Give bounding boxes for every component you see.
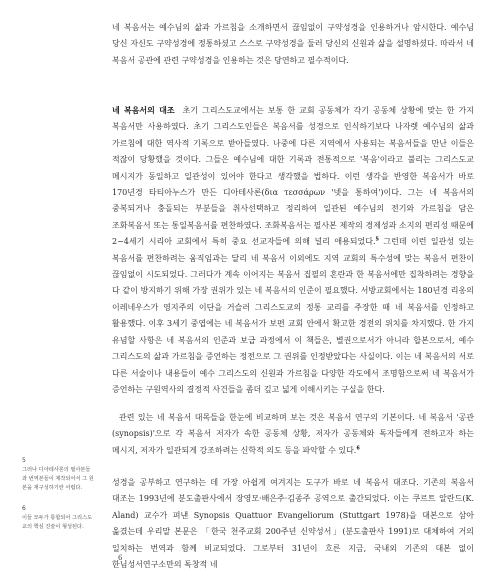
closing-paragraph-block <box>112 475 474 573</box>
section-paragraph-block <box>112 103 474 398</box>
footnote-text: 그러나 디아테사론의 필사본들과 번역본들이 제작되어서 그 원본을 재구성하기란 어렵다. <box>22 467 94 491</box>
page-number: 6 <box>118 554 123 562</box>
footnote-text: 이들 모두가 통합되어 그리스도교의 핵심 진술이 형성된다. <box>22 515 93 530</box>
synopsis-paragraph <box>112 410 474 459</box>
intro-paragraph: 네 복음서는 예수님의 삶과 가르침을 소개하면서 끊임없이 구약성경을 인용하거나 암시한다. 예수님 당신 자신도 구약성경에 정통하셨고 스스로 구약성경을 둘러 당신의 신원과 삶을 설명하셨다. 따라서 네 복음서 공관에 관련 구약성경을 인용하는 것은 당연하고 필수적이다. <box>112 23 474 65</box>
closing-paragraph: 성경을 공부하고 연구하는 데 가장 아쉽게 여겨지는 도구가 바로 네 복음서 대조다. 기존의 복음서 대조는 1993년에 분도출판사에서 장영모·배은주·김종주 공역으로 출간되었다. 이는 쿠르트 알란드(K. Aland) 교수가 펴낸 Synopsis Quattuor Evangeliorum (Stuttgart 1978)을 대본으로 삼아 옮겼는데 우리말 본문은 「한국 천주교회 200주년 신약성서」(분도출판사 1991)로 대체하여 거의 일치하는 번역과 함께 비교되었다. 그로부터 31년이 흐른 지금, 국내외 기존의 대본 없이 한님성서연구소만의 독창적 네 <box>112 478 474 570</box>
intro-paragraph-block <box>112 20 474 69</box>
footnote-number: 6 <box>22 505 26 512</box>
section-body-text: 초기 그리스도교에서는 보통 한 교회 공동체가 각기 공동체 상황에 맞는 한 가지 복음서만 사용하였다. 초기 그리스도인들은 복음서를 성경으로 인식하기보다 나자렛 예수님의 삶과 가르침에 대한 역사적 기록으로 받아들였다. 나중에 다른 지역에서 사용되는 복음서들을 만난 이들은 적잖이 당황했을 것이다. 그들은 예수님에 대한 기록과 전통적으로 '복음'이라고 불리는 그리스도교 메시지가 동일하고 일관성이 있어야 한다고 생각했을 법하다. 이런 생각을 반영한 복음서가 바로 170년경 타티아누스가 만든 디아테사론(δια τεσσάρων '넷을 통하여')이다. 그는 네 복음서의 중복되거나 충돌되는 부분들을 취사선택하고 정리하여 일관된 예수님의 전기와 가르침을 담은 조화복음서 또는 통일복음서를 편찬하였다. 조화복음서는 필사본 제작의 경제성과 소지의 편리성 때문에 2~4세기 시리아 교회에서 특히 중요 선교자들에 의해 널리 애용되었다. <box>112 106 475 247</box>
synopsis-body-text: 관련 있는 네 복음서 대목들을 한눈에 비교하며 보는 것은 복음서 연구의 기본이다. 네 복음서 '공관(synopsis)'으로 각 복음서 저자가 속한 공동체 상황, 저자가 공동체와 독자들에게 전하고자 하는 메시지, 저자가 일관되게 강조하려는 신학적 의도 등을 파악할 수 있다. <box>112 413 474 455</box>
footnote-ref-6[interactable]: 6 <box>356 445 360 452</box>
footnote-6 <box>22 504 94 532</box>
section-body-text-2: 그런데 이런 일관성 있는 복음서를 편찬하려는 움직임과는 달리 네 복음서 이외에도 지역 교회의 특수성에 맞는 복음서 편찬이 끊임없이 시도되었다. 그러다가 계속 이어지는 복음서 집필의 혼란과 한 복음서에만 집착하려는 경향을 다 같이 방지하기 위해 가장 권위가 있는 네 복음서의 인준이 필요했다. 서방교회에서는 180년경 리옹의 이레네우스가 영지주의 이단을 거슬러 그리스도교의 정통 교리를 주장한 때 네 복음서를 인정하고 활용했다. 이후 3세기 중엽에는 네 복음서가 보편 교회 안에서 확고한 경전의 위치를 차지했다. 한 가지 유념할 사항은 네 복음서의 인준과 보급 과정에서 이 책들은, 별권으로서가 아니라 합본으로서, 예수 그리스도의 삶과 가르침을 증언하는 정전으로 그 권위를 인정받았다는 사실이다. 이는 네 복음서의 서로 다른 서술이나 내용들이 예수 그리스도의 신원과 가르침을 다양한 각도에서 조명함으로써 네 복음서가 증언하는 구원역사의 결정적 사건들을 좀더 깊고 넓게 이해시키는 구실을 한다. <box>112 237 474 394</box>
footnote-number: 5 <box>22 457 26 464</box>
footnote-ref-5[interactable]: 5 <box>375 236 379 243</box>
footnote-5 <box>22 456 94 493</box>
section-paragraph <box>112 103 474 398</box>
synopsis-paragraph-block <box>112 410 474 459</box>
section-heading: 네 복음서의 대조 <box>112 106 175 115</box>
